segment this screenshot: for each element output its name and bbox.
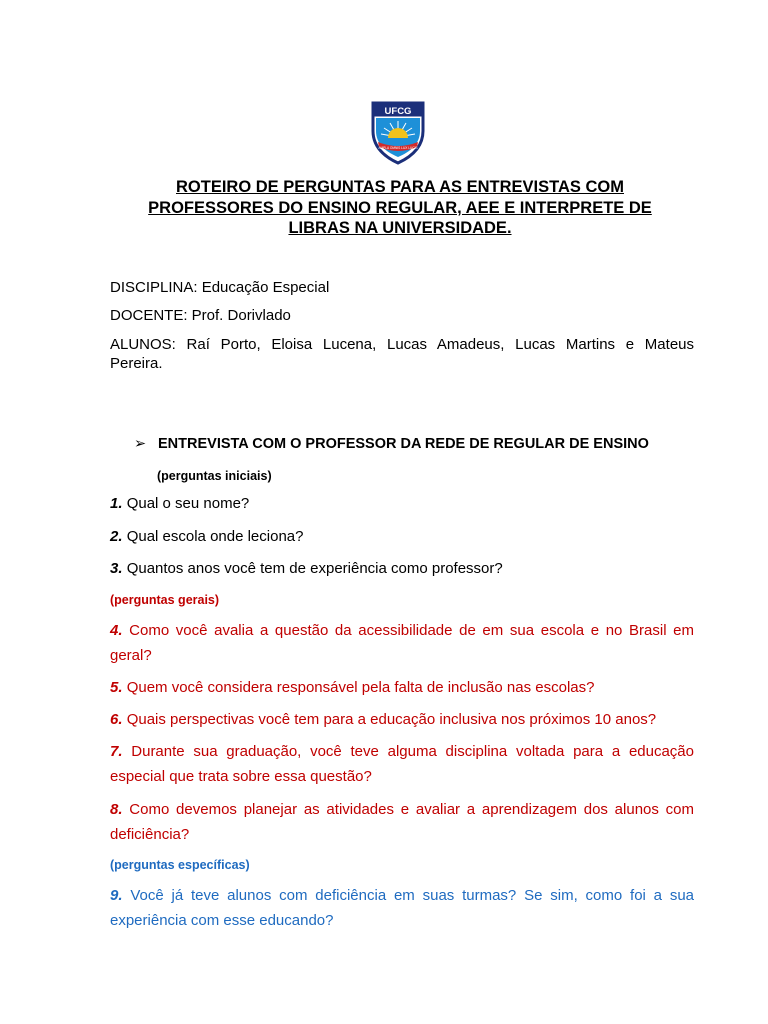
question-line-1 [110,618,694,643]
question-line-1 [110,739,694,764]
question-8 [110,797,694,847]
question-1 [110,491,694,516]
ufcg-logo [369,101,427,165]
question-line-2: deficiência? [110,826,190,843]
group-label-especificas: (perguntas específicas) [110,858,250,872]
question-line-1 [110,883,694,908]
question-3 [110,556,694,581]
question-text: Você já teve alunos com deficiência em suas turmas? Se sim, como foi a sua [130,887,694,904]
question-text: Durante sua graduação, você teve alguma disciplina voltada para a educação [131,743,694,760]
logo-motto: AMPLA OMNIS LUX LUCIS [378,146,418,150]
question-9 [110,883,694,933]
disciplina-line: DISCIPLINA: Educação Especial [110,279,330,296]
question-line-2: experiência com esse educando? [110,912,334,929]
document-title [100,177,700,239]
question-number: 3. [110,560,123,577]
question-number: 9. [110,887,123,904]
question-number: 5. [110,679,123,696]
alunos-line-1: ALUNOS: Raí Porto, Eloisa Lucena, Lucas Amadeus, Lucas Martins e Mateus [110,336,694,353]
question-text: Como você avalia a questão da acessibilidade de em sua escola e no Brasil em [129,622,694,639]
arrow-bullet-icon: ➢ [134,436,147,452]
question-number: 7. [110,743,123,760]
question-line-2: especial que trata sobre essa questão? [110,768,372,785]
section-heading [134,436,649,452]
question-line-1 [110,797,694,822]
logo-text: UFCG [384,106,412,117]
question-6 [110,707,694,732]
question-2 [110,524,694,549]
question-4 [110,618,694,668]
question-text: Quais perspectivas você tem para a educação inclusiva nos próximos 10 anos? [126,711,657,728]
group-label-gerais: (perguntas gerais) [110,593,220,607]
title-line-1: ROTEIRO DE PERGUNTAS PARA AS ENTREVISTAS COM [176,178,624,196]
question-5 [110,675,694,700]
question-number: 1. [110,495,123,512]
question-number: 4. [110,622,123,639]
question-text: Qual escola onde leciona? [126,528,304,545]
question-number: 2. [110,528,123,545]
question-text: Como devemos planejar as atividades e avaliar a aprendizagem dos alunos com [129,801,694,818]
title-line-3: LIBRAS NA UNIVERSIDADE. [288,219,512,237]
question-number: 6. [110,711,123,728]
question-number: 8. [110,801,123,818]
docente-line: DOCENTE: Prof. Dorivlado [110,307,291,324]
question-text: Quantos anos você tem de experiência como professor? [126,560,503,577]
question-7 [110,739,694,789]
question-text: Quem você considera responsável pela falta de inclusão nas escolas? [126,679,595,696]
group-label-iniciais: (perguntas iniciais) [157,469,272,483]
question-text: Qual o seu nome? [126,495,250,512]
question-line-2: geral? [110,647,152,664]
ufcg-crest-icon [369,101,427,165]
alunos-line-2: Pereira. [110,355,163,372]
section-heading-text: ENTREVISTA COM O PROFESSOR DA REDE DE REGULAR DE ENSINO [158,436,649,452]
title-line-2: PROFESSORES DO ENSINO REGULAR, AEE E INTERPRETE DE [148,198,652,217]
